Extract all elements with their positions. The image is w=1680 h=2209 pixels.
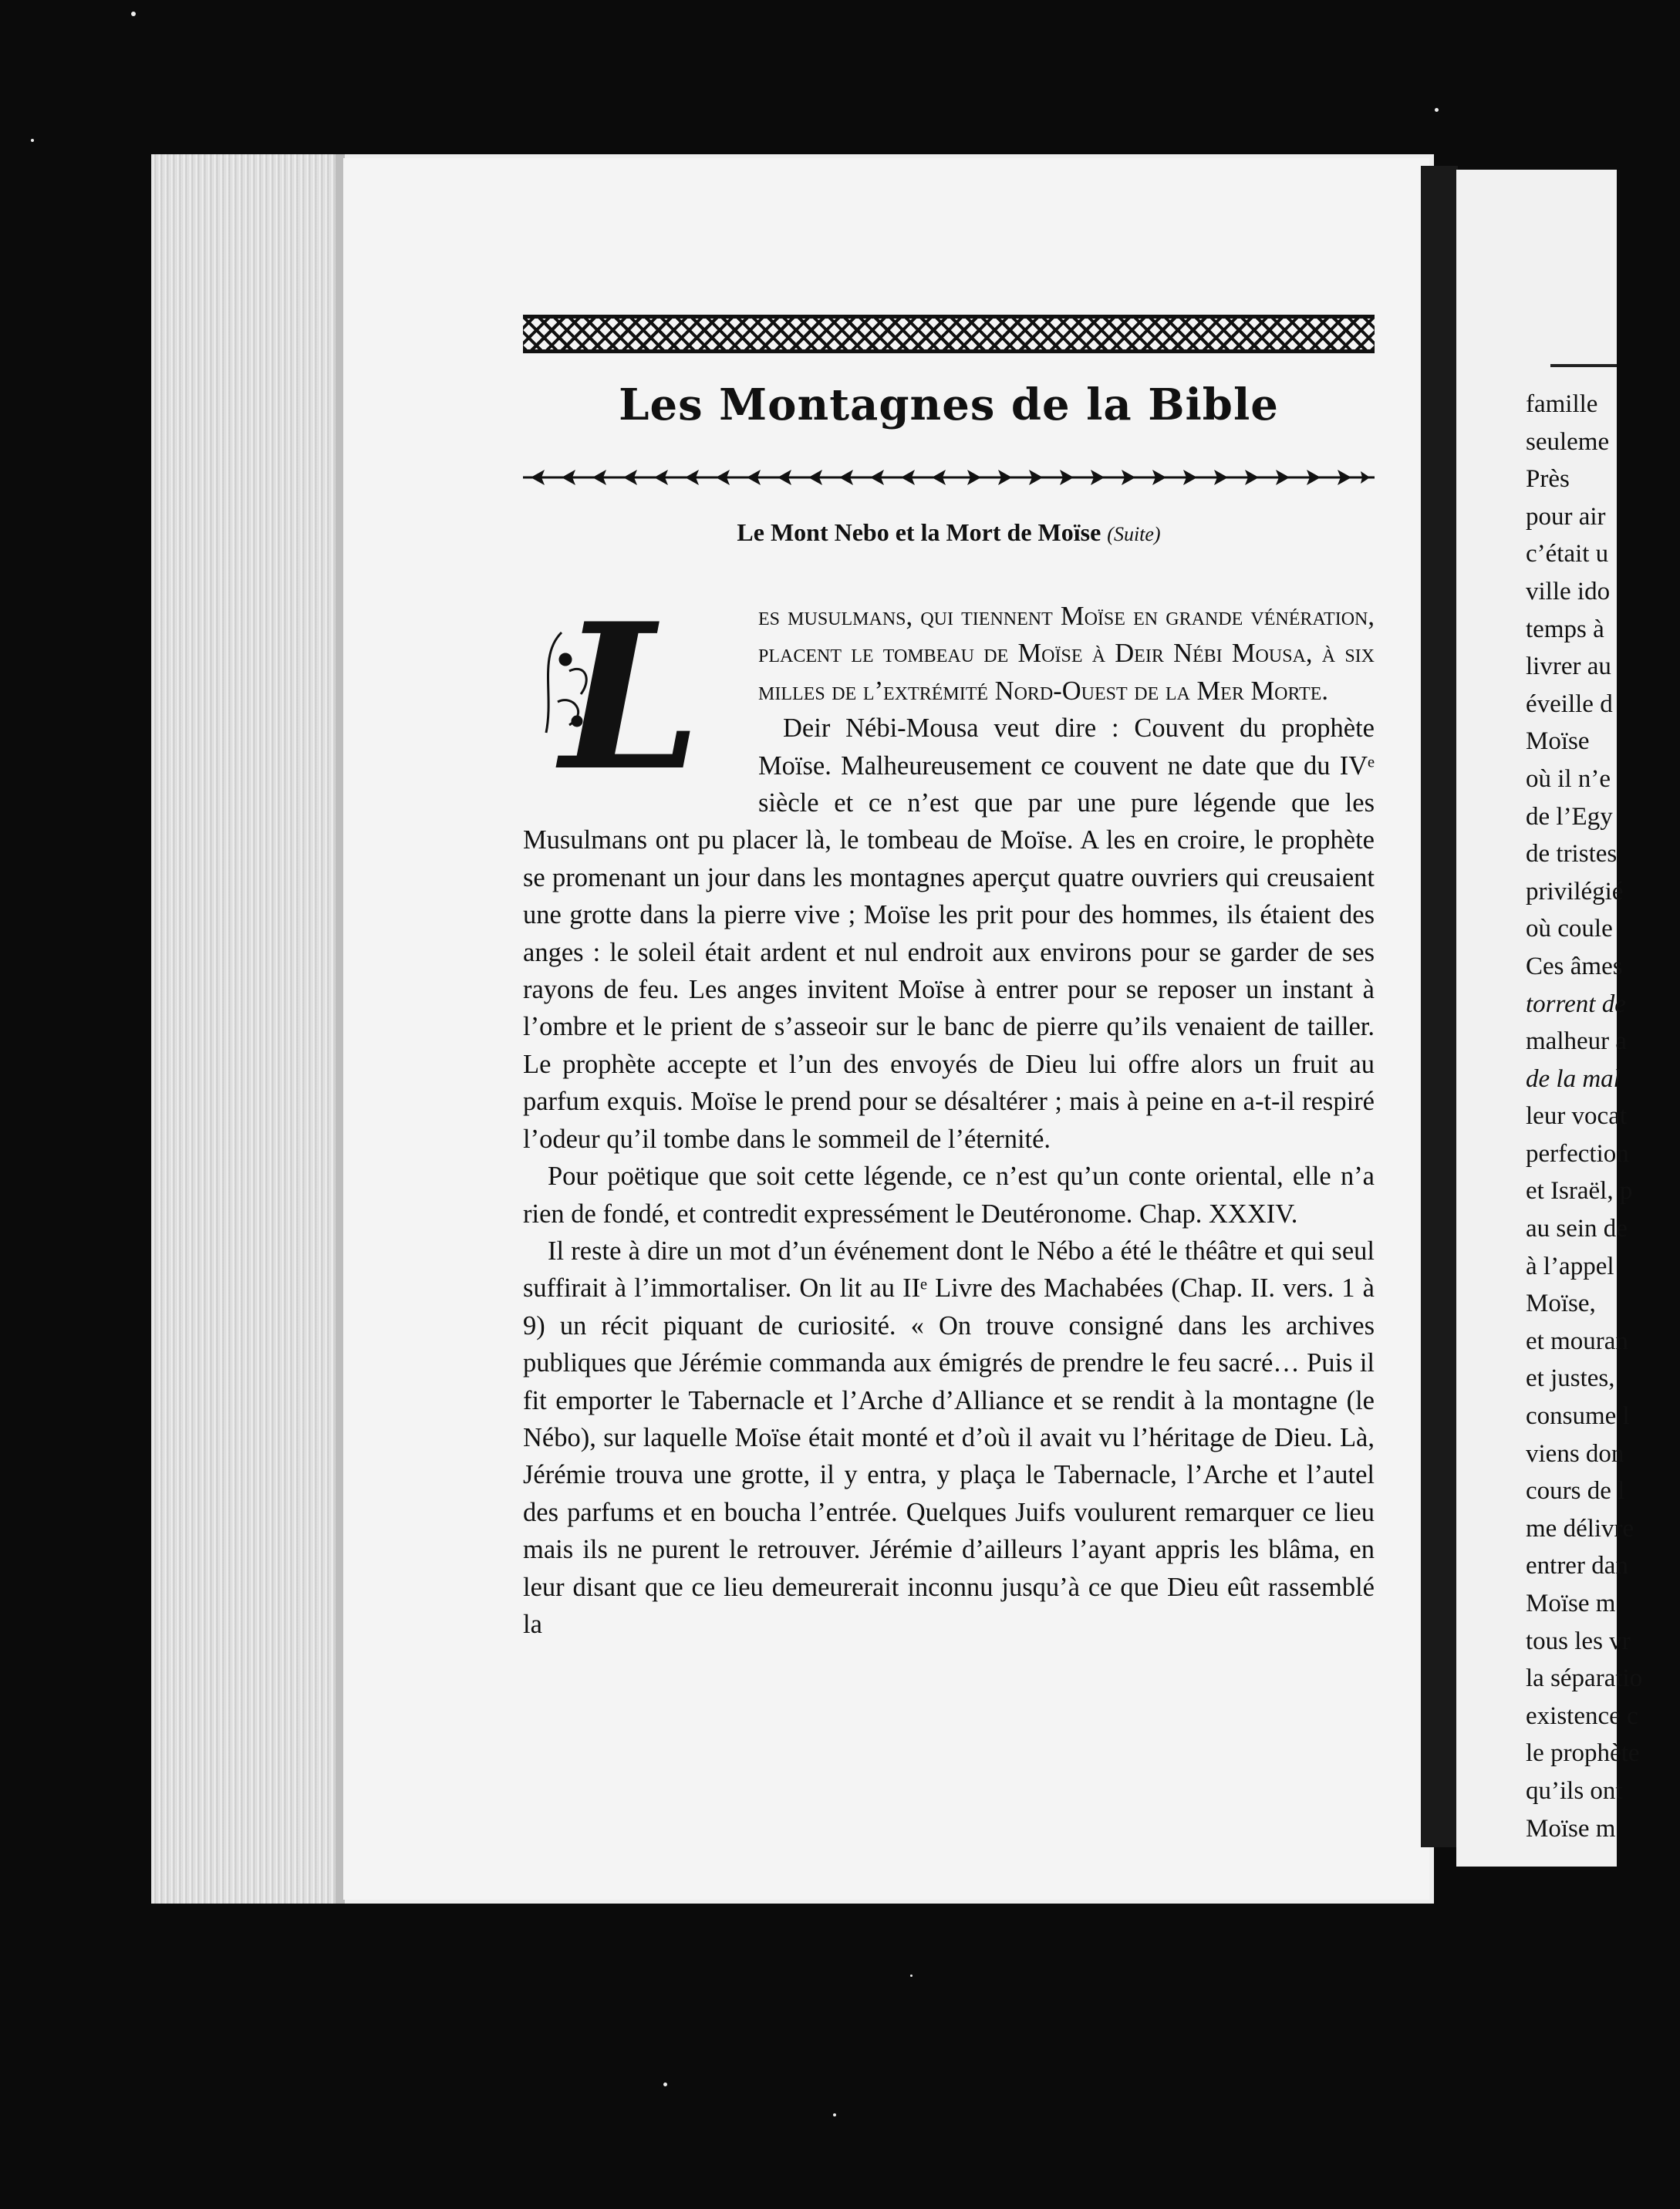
right-page-line: Près [1526, 465, 1570, 494]
right-page-line: torrent de [1526, 990, 1626, 1018]
right-page-line: où coule [1526, 915, 1613, 943]
right-page-line: livrer au [1526, 653, 1611, 681]
right-page-line: et justes, [1526, 1364, 1615, 1393]
right-page-line: éveille d [1526, 690, 1613, 718]
right-page-text [1526, 386, 1680, 1847]
right-page-rule [1550, 364, 1617, 367]
right-page-line: Moïse m [1526, 1814, 1616, 1843]
right-page-line: famille [1526, 390, 1598, 418]
arrow-ornament-icon [523, 467, 1375, 488]
right-page-line: cours de l [1526, 1477, 1625, 1506]
right-page-line: de la mal [1526, 1064, 1621, 1093]
ornamental-arrow-border [523, 467, 1375, 488]
right-page-line: me délivre [1526, 1514, 1634, 1543]
paragraph-1-text: es musulmans, qui tiennent Moïse en grande vénération, placent le tombeau de Moïse à Deir Nébi Mousa, à six milles de l’extrémité Nord-Ouest de la Mer Morte. [758, 602, 1375, 706]
right-page-line: ville ido [1526, 577, 1611, 605]
right-page-line: et mouran [1526, 1327, 1628, 1355]
right-page-line: Moïse, [1526, 1290, 1596, 1318]
right-page-line: leur vocat [1526, 1102, 1628, 1131]
ornamental-dropcap-l [515, 578, 731, 815]
right-page-line: c’était u [1526, 540, 1609, 568]
paragraph-3: Pour poëtique que soit cette légende, ce n’est qu’un conte oriental, elle n’a rien de fondé, et contredit expressément le Deutéronome. Chap. XXXIV. [523, 1162, 1375, 1229]
right-page-line: viens don [1526, 1439, 1624, 1468]
right-page-line: de l’Egy [1526, 802, 1613, 831]
right-page-line: seuleme [1526, 427, 1610, 456]
right-page-line: Moïse m [1526, 1590, 1616, 1617]
right-page-line: Moïse [1526, 727, 1590, 756]
subtitle-suite: (Suite) [1107, 523, 1161, 545]
right-page-line: existence c [1526, 1701, 1638, 1730]
page-edges [151, 154, 340, 1904]
right-page-line: consume l [1526, 1402, 1630, 1431]
right-page-line: perfection [1526, 1139, 1629, 1168]
right-page-line: pour air [1526, 502, 1606, 531]
paragraph-4: Il reste à dire un mot d’un événement dont le Nébo a été le théâtre et qui seul suffirait à l’immortaliser. On lit au IIᵉ Livre des Machabées (Chap. II. vers. 1 à 9) un récit piquant de curiosité. « On trouve consigné dans les archives publiques que Jérémie commanda aux émigrés de prendre le feu sacré… Puis il fit emporter le Tabernacle et l’Arche d’Alliance et se rendit à la montagne (le Nébo), sur laquelle Moïse était monté et d’où il avait vu l’héritage de Dieu. Là, Jérémie trouva une grotte, il y entra, y plaça le Tabernacle, l’Arche et l’autel des parfums et en boucha l’entrée. Quelques Juifs voulurent remarquer ce lieu mais ils ne purent le retrouver. Jérémie d’ailleurs l’ayant appris les blâma, en leur disant que ce lieu demeurerait inconnu jusqu’à ce que Dieu eût rassemblé la [523, 1236, 1375, 1639]
right-page-line: la séparatio [1526, 1664, 1643, 1693]
article-subtitle [523, 518, 1375, 547]
right-page-line: privilégié [1526, 877, 1624, 906]
right-page-line: le prophète [1526, 1739, 1640, 1768]
right-page-line: entrer dan [1526, 1552, 1628, 1580]
right-page-line: tous les vr [1526, 1627, 1631, 1655]
right-page-line: et Israël, p [1526, 1177, 1633, 1206]
right-page-line: qu’ils ont [1526, 1776, 1623, 1805]
right-page-line: malheur a [1526, 1027, 1628, 1056]
subtitle-main: Le Mont Nebo et la Mort de Moïse [737, 518, 1101, 546]
ornamental-border-top [523, 315, 1375, 353]
page-title: Les Montagnes de la Bible [619, 379, 1279, 430]
right-page-line: temps à [1526, 615, 1604, 643]
dropcap-letter: L [560, 580, 702, 815]
right-page-line: à l’appel [1526, 1252, 1614, 1280]
right-page-line: au sein de [1526, 1215, 1628, 1243]
paragraph-2: Deir Nébi-Mousa veut dire : Couvent du prophète Moïse. Malheureusement ce couvent ne date que du IVᵉ siècle et ce n’est que par une pure légende que les Musulmans ont pu placer là, le tombeau de Moïse. A les en croire, le prophète se promenant un jour dans les montagnes aperçut quatre ouvriers qui creusaient une grotte dans la pierre vive ; Moïse les prit pour des hommes, ils étaient des anges : le soleil était ardent et nul endroit aux environs pour se garder de ses rayons de feu. Les anges invitent Moïse à entrer pour se reposer un instant à l’ombre et le prient de s’asseoir sur le banc de pierre qu’ils venaient de tailler. Le prophète accepte et l’un des envoyés de Dieu lui offre alors un fruit au parfum exquis. Moïse le prend pour se désaltérer ; mais à peine en a-t-il respiré l’odeur qu’il tombe dans le sommeil de l’éternité. [523, 713, 1375, 1154]
right-page-line: Ces âmes [1526, 952, 1623, 980]
right-page-line: où il n’e [1526, 764, 1611, 793]
right-page-line: de tristes [1526, 840, 1618, 868]
book-gutter [1421, 166, 1458, 1847]
